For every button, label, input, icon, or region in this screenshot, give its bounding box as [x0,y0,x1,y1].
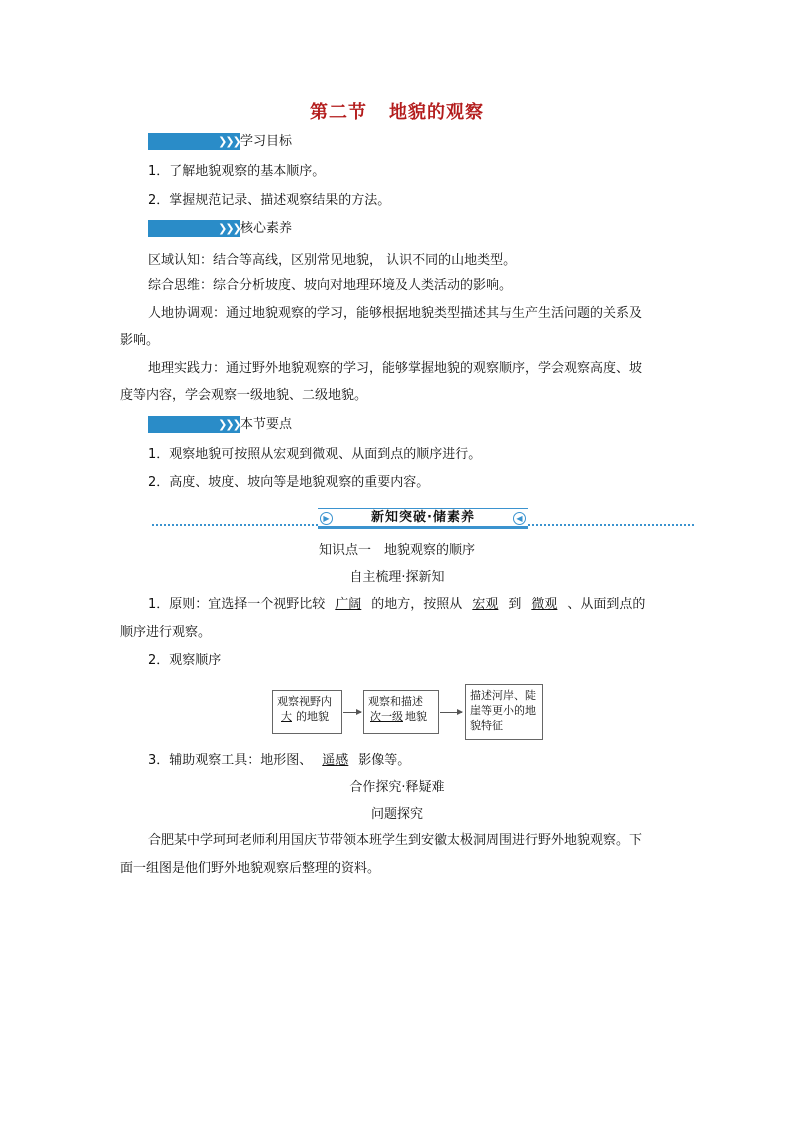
principle-line [148,596,645,614]
flow-blank: 次一级 [370,710,403,723]
blank-answer: 微观 [531,597,558,612]
flow-text: 观察和描述 [368,695,423,708]
blank-answer: 广阔 [335,597,362,612]
core-item: 地理实践力：通过野外地貌观察的学习，能够掌握地貌的观察顺序，学会观察高度、坡 [148,361,643,376]
triple-chevron-icon: ❯❯❯ [218,222,240,235]
tools-line [148,752,410,770]
subheading-self-study: 自主梳理·探新知 [349,570,445,585]
goal-item: 1．了解地貌观察的基本顺序。 [148,164,326,179]
subheading-problem: 问题探究 [370,807,423,822]
key-item: 1．观察地貌可按照从宏观到微观、从面到点的顺序进行。 [148,447,482,462]
text: 、从面到点的 [567,597,646,612]
text: 到 [508,597,522,612]
blank-answer: 遥感 [322,753,349,768]
flow-box-1 [272,690,342,734]
flow-text: 观察视野内 [277,695,332,708]
flow-diagram [272,690,544,742]
subheading-cooperative: 合作探究·释疑难 [349,780,445,795]
section-banner [152,504,694,528]
banner-badge [318,508,528,529]
paragraph-line: 面一组图是他们野外地貌观察后整理的资料。 [120,861,381,876]
knowledge-heading: 知识点一 地貌观察的顺序 [318,543,475,558]
play-right-icon: ▶ [320,512,333,525]
flow-text: 的地貌 [296,710,329,723]
section-heading: 学习目标 [240,134,293,149]
title-section-number: 第二节 [310,102,367,123]
flow-box-2 [363,690,439,734]
core-item: 人地协调观：通过地貌观察的学习，能够根据地貌类型描述其与生产生活问题的关系及 [148,306,643,321]
text: 3．辅助观察工具：地形图、 [148,753,313,768]
flow-box-3: 描述河岸、陡崖等更小的地貌特征 [465,684,543,740]
page-title [0,98,794,124]
core-item: 区域认知：结合等高线，区别常见地貌， 认识不同的山地类型。 [148,253,517,268]
arrow-right-icon [440,712,462,713]
goal-item: 2．掌握规范记录、描述观察结果的方法。 [148,193,391,208]
triple-chevron-icon: ❯❯❯ [218,135,240,148]
order-heading: 2．观察顺序 [148,653,222,668]
triple-chevron-icon: ❯❯❯ [218,418,240,431]
blank-answer: 宏观 [472,597,499,612]
core-item: 影响。 [120,333,160,348]
text: 的地方，按照从 [371,597,463,612]
arrow-right-icon [343,712,361,713]
section-heading: 核心素养 [240,221,293,236]
banner-text: 新知突破·储素养 [371,510,475,525]
play-left-icon: ◀ [513,512,526,525]
title-text: 地貌的观察 [389,102,484,123]
core-item: 度等内容，学会观察一级地貌、二级地貌。 [120,388,368,403]
key-item: 2．高度、坡度、坡向等是地貌观察的重要内容。 [148,475,430,490]
flow-blank: 大 [281,710,292,723]
text: 影像等。 [358,753,411,768]
flow-text: 地貌 [405,710,427,723]
principle-line-cont: 顺序进行观察。 [120,625,212,640]
core-item: 综合思维：综合分析坡度、坡向对地理环境及人类活动的影响。 [148,278,513,293]
text: 1．原则：宜选择一个视野比较 [148,597,326,612]
paragraph-line: 合肥某中学珂珂老师利用国庆节带领本班学生到安徽太极洞周围进行野外地貌观察。下 [148,833,643,848]
section-heading: 本节要点 [240,417,293,432]
